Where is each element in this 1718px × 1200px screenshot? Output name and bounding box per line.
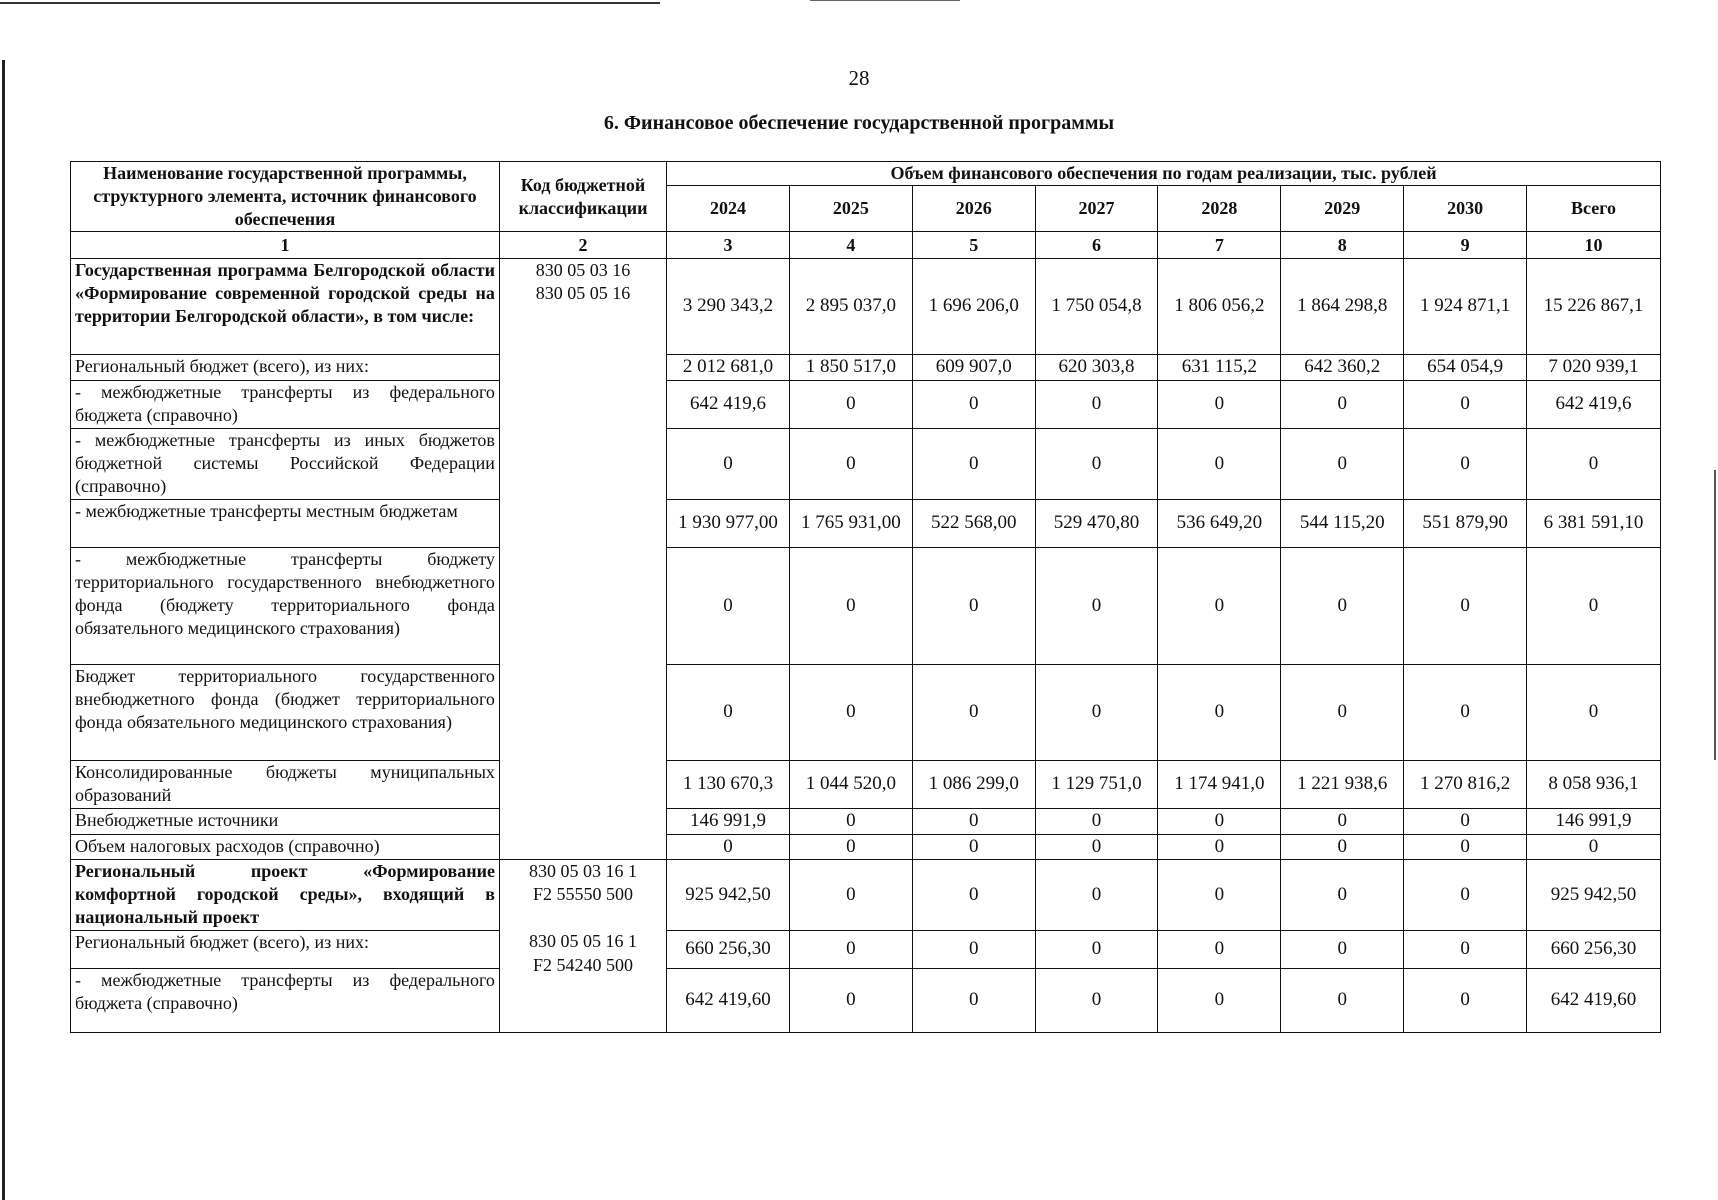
value-cell: 0 — [912, 429, 1035, 500]
value-cell: 925 942,50 — [667, 860, 790, 930]
value-cell: 15 226 867,1 — [1526, 259, 1660, 355]
value-cell: 1 130 670,3 — [667, 761, 790, 809]
value-cell: 0 — [789, 860, 912, 930]
value-cell: 0 — [912, 930, 1035, 968]
value-cell: 0 — [1281, 548, 1404, 665]
value-cell: 0 — [912, 835, 1035, 860]
table-row — [71, 500, 1661, 548]
row-name: Региональный бюджет (всего), из них: — [71, 355, 500, 381]
scan-border-right — [1714, 470, 1716, 760]
header-code: Код бюджетной классификации — [499, 162, 666, 232]
value-cell: 609 907,0 — [912, 355, 1035, 381]
budget-code: 830 05 03 16 — [535, 260, 631, 281]
budget-code-cell — [499, 860, 666, 1032]
row-name: - межбюджетные трансферты из иных бюджетов бюджетной системы Российской Федерации (справочно) — [71, 429, 500, 500]
budget-code-cell — [499, 259, 666, 860]
page-number: 28 — [848, 66, 870, 90]
value-cell: 1 864 298,8 — [1281, 259, 1404, 355]
section-title: 6. Финансовое обеспечение государственной программы — [603, 112, 1115, 134]
value-cell: 0 — [1158, 429, 1281, 500]
budget-code: 830 05 05 16 — [535, 283, 631, 304]
value-cell: 0 — [1281, 809, 1404, 835]
value-cell: 544 115,20 — [1281, 500, 1404, 548]
value-cell: 0 — [1526, 835, 1660, 860]
row-name: - межбюджетные трансферты из федерального бюджета (справочно) — [71, 381, 500, 429]
table-row — [71, 930, 1661, 968]
value-cell: 0 — [1158, 860, 1281, 930]
column-index: 8 — [1281, 232, 1404, 259]
value-cell: 6 381 591,10 — [1526, 500, 1660, 548]
column-index: 7 — [1158, 232, 1281, 259]
row-name: Региональный проект «Формирование комфортной городской среды», входящий в национальный проект — [71, 860, 500, 930]
value-cell: 0 — [1035, 968, 1158, 1032]
table-row — [71, 665, 1661, 761]
value-cell: 0 — [1281, 835, 1404, 860]
value-cell: 0 — [1404, 930, 1527, 968]
value-cell: 0 — [667, 548, 790, 665]
value-cell: 0 — [789, 548, 912, 665]
value-cell: 146 991,9 — [1526, 809, 1660, 835]
header-year: 2030 — [1404, 186, 1527, 232]
value-cell: 0 — [912, 860, 1035, 930]
value-cell: 0 — [1035, 381, 1158, 429]
table-row — [71, 381, 1661, 429]
value-cell: 0 — [1158, 968, 1281, 1032]
value-cell: 1 270 816,2 — [1404, 761, 1527, 809]
value-cell: 0 — [912, 381, 1035, 429]
row-name: Государственная программа Белгородской области «Формирование современной городской среды на территории Белгородской области», в том числе: — [71, 259, 500, 355]
value-cell: 0 — [789, 930, 912, 968]
value-cell: 0 — [1035, 835, 1158, 860]
value-cell: 0 — [1404, 835, 1527, 860]
value-cell: 1 750 054,8 — [1035, 259, 1158, 355]
header-row — [71, 162, 1661, 186]
value-cell: 0 — [1158, 930, 1281, 968]
value-cell: 2 012 681,0 — [667, 355, 790, 381]
header-year: 2028 — [1158, 186, 1281, 232]
value-cell: 0 — [1158, 665, 1281, 761]
value-cell: 1 221 938,6 — [1281, 761, 1404, 809]
table-row — [71, 761, 1661, 809]
value-cell: 0 — [1404, 860, 1527, 930]
value-cell: 0 — [1404, 429, 1527, 500]
value-cell: 654 054,9 — [1404, 355, 1527, 381]
value-cell: 0 — [789, 429, 912, 500]
table-row — [71, 809, 1661, 835]
value-cell: 1 044 520,0 — [789, 761, 912, 809]
value-cell: 642 419,60 — [1526, 968, 1660, 1032]
value-cell: 620 303,8 — [1035, 355, 1158, 381]
value-cell: 0 — [1035, 548, 1158, 665]
value-cell: 0 — [1526, 548, 1660, 665]
value-cell: 660 256,30 — [667, 930, 790, 968]
value-cell: 631 115,2 — [1158, 355, 1281, 381]
value-cell: 0 — [1035, 860, 1158, 930]
value-cell: 0 — [1158, 835, 1281, 860]
value-cell: 660 256,30 — [1526, 930, 1660, 968]
header-volume: Объем финансового обеспечения по годам реализации, тыс. рублей — [667, 162, 1661, 186]
value-cell: 0 — [1281, 930, 1404, 968]
row-name: - межбюджетные трансферты бюджету территориального государственного внебюджетного фонда (бюджету территориального фонда обязательного медицинского страхования) — [71, 548, 500, 665]
value-cell: 1 696 206,0 — [912, 259, 1035, 355]
header-name: Наименование государственной программы, структурного элемента, источник финансового обеспечения — [71, 162, 500, 232]
scan-border-top-fragment — [810, 0, 960, 1]
value-cell: 0 — [1158, 809, 1281, 835]
column-index-row — [71, 232, 1661, 259]
scan-border-left — [2, 60, 5, 1200]
value-cell: 1 924 871,1 — [1404, 259, 1527, 355]
value-cell: 0 — [789, 809, 912, 835]
table-row — [71, 548, 1661, 665]
column-index: 2 — [499, 232, 666, 259]
value-cell: 529 470,80 — [1035, 500, 1158, 548]
value-cell: 0 — [667, 665, 790, 761]
value-cell: 1 850 517,0 — [789, 355, 912, 381]
value-cell: 0 — [1281, 860, 1404, 930]
value-cell: 7 020 939,1 — [1526, 355, 1660, 381]
value-cell: 0 — [912, 968, 1035, 1032]
column-index: 3 — [667, 232, 790, 259]
value-cell: 1 930 977,00 — [667, 500, 790, 548]
table-row — [71, 835, 1661, 860]
value-cell: 0 — [1404, 548, 1527, 665]
value-cell: 8 058 936,1 — [1526, 761, 1660, 809]
row-name: Бюджет территориального государственного внебюджетного фонда (бюджет территориального фонда обязательного медицинского страхования) — [71, 665, 500, 761]
header-year: 2029 — [1281, 186, 1404, 232]
value-cell: 0 — [1404, 809, 1527, 835]
column-index: 5 — [912, 232, 1035, 259]
value-cell: 0 — [789, 835, 912, 860]
value-cell: 0 — [1158, 548, 1281, 665]
value-cell: 0 — [789, 968, 912, 1032]
budget-code: F2 54240 500 — [533, 954, 634, 975]
value-cell: 0 — [667, 835, 790, 860]
value-cell: 1 086 299,0 — [912, 761, 1035, 809]
value-cell: 1 129 751,0 — [1035, 761, 1158, 809]
value-cell: 0 — [1035, 665, 1158, 761]
value-cell: 642 419,60 — [667, 968, 790, 1032]
header-year: 2027 — [1035, 186, 1158, 232]
value-cell: 0 — [1281, 665, 1404, 761]
value-cell: 3 290 343,2 — [667, 259, 790, 355]
value-cell: 0 — [1035, 429, 1158, 500]
table-row — [71, 429, 1661, 500]
value-cell: 0 — [1526, 429, 1660, 500]
row-name: Внебюджетные источники — [71, 809, 500, 835]
column-index: 6 — [1035, 232, 1158, 259]
value-cell: 0 — [1404, 968, 1527, 1032]
value-cell: 0 — [667, 429, 790, 500]
value-cell: 925 942,50 — [1526, 860, 1660, 930]
header-year: 2025 — [789, 186, 912, 232]
value-cell: 642 360,2 — [1281, 355, 1404, 381]
value-cell: 1 765 931,00 — [789, 500, 912, 548]
value-cell: 146 991,9 — [667, 809, 790, 835]
scan-border-top — [0, 2, 660, 4]
value-cell: 1 806 056,2 — [1158, 259, 1281, 355]
row-name: - межбюджетные трансферты местным бюджетам — [71, 500, 500, 548]
header-total: Всего — [1526, 186, 1660, 232]
code-spacer — [504, 906, 662, 930]
value-cell: 0 — [1158, 381, 1281, 429]
table-row — [71, 259, 1661, 355]
table-row — [71, 968, 1661, 1032]
value-cell: 0 — [1404, 381, 1527, 429]
value-cell: 536 649,20 — [1158, 500, 1281, 548]
row-name: Объем налоговых расходов (справочно) — [71, 835, 500, 860]
value-cell: 1 174 941,0 — [1158, 761, 1281, 809]
row-name: - межбюджетные трансферты из федерального бюджета (справочно) — [71, 968, 500, 1032]
value-cell: 0 — [1281, 429, 1404, 500]
budget-code: 830 05 05 16 1 — [529, 931, 637, 952]
header-year: 2026 — [912, 186, 1035, 232]
row-name: Консолидированные бюджеты муниципальных образований — [71, 761, 500, 809]
value-cell: 0 — [1404, 665, 1527, 761]
value-cell: 2 895 037,0 — [789, 259, 912, 355]
value-cell: 0 — [1035, 809, 1158, 835]
table-row — [71, 355, 1661, 381]
column-index: 10 — [1526, 232, 1660, 259]
column-index: 4 — [789, 232, 912, 259]
column-index: 9 — [1404, 232, 1527, 259]
value-cell: 642 419,6 — [1526, 381, 1660, 429]
value-cell: 551 879,90 — [1404, 500, 1527, 548]
header-year: 2024 — [667, 186, 790, 232]
value-cell: 0 — [912, 809, 1035, 835]
value-cell: 642 419,6 — [667, 381, 790, 429]
budget-code: 830 05 03 16 1 — [529, 861, 637, 882]
row-name: Региональный бюджет (всего), из них: — [71, 930, 500, 968]
column-index: 1 — [71, 232, 500, 259]
value-cell: 0 — [1281, 381, 1404, 429]
value-cell: 0 — [789, 381, 912, 429]
budget-code: F2 55550 500 — [533, 884, 634, 905]
financing-table — [70, 161, 1661, 1033]
value-cell: 0 — [789, 665, 912, 761]
value-cell: 0 — [912, 548, 1035, 665]
value-cell: 522 568,00 — [912, 500, 1035, 548]
value-cell: 0 — [1035, 930, 1158, 968]
value-cell: 0 — [1281, 968, 1404, 1032]
table-row — [71, 860, 1661, 930]
value-cell: 0 — [1526, 665, 1660, 761]
value-cell: 0 — [912, 665, 1035, 761]
